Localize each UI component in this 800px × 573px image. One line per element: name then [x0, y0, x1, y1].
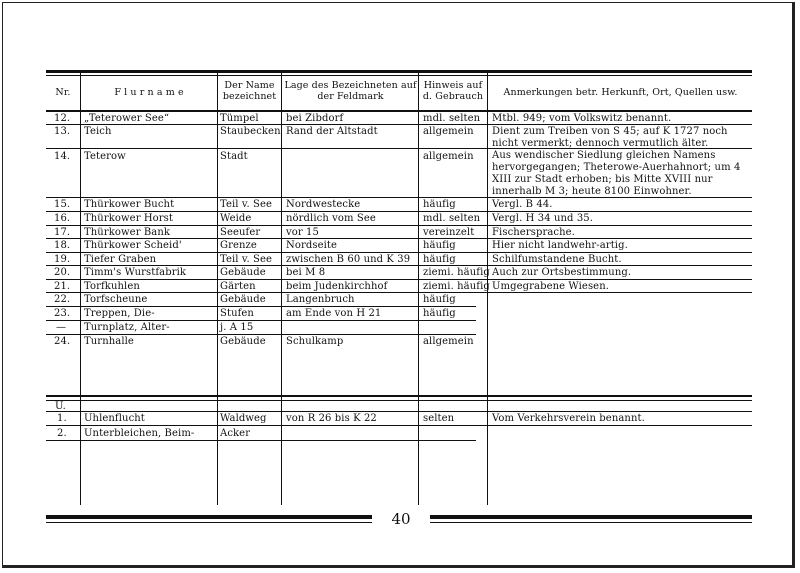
row-hinweis: mdl. selten	[423, 213, 481, 224]
row-nr: 14.	[54, 151, 71, 162]
row-hinweis: häufig	[423, 199, 456, 210]
row-nr: 24.	[54, 336, 71, 347]
row-bezeichnet: Stufen	[220, 308, 254, 319]
section-rule	[46, 395, 752, 397]
row-nr: 16.	[54, 213, 71, 224]
row-flurname: Tiefer Graben	[84, 254, 157, 265]
row-lage: Nordseite	[286, 240, 338, 251]
row-hinweis: häufig	[423, 240, 456, 251]
row-nr: 2.	[57, 428, 67, 439]
row-hinweis: ziemi. häufig	[423, 281, 490, 292]
row-rule	[46, 334, 476, 335]
row-hinweis: ziemi. häufig	[423, 267, 490, 278]
row-anmerkungen: Vergl. B 44.	[492, 199, 553, 210]
page-number: 40	[391, 510, 411, 528]
bottom-bar-right-thin	[430, 522, 752, 523]
row-bezeichnet: Acker	[220, 428, 251, 439]
row-flurname: „Teterower See“	[84, 113, 170, 124]
row-flurname: Thürkower Horst	[84, 213, 174, 224]
row-bezeichnet: Gebäude	[220, 267, 266, 278]
row-bezeichnet: Tümpel	[220, 113, 259, 124]
header-lage: Lage des Bezeichneten auf der Feldmark	[284, 80, 417, 102]
row-anmerkungen: Dient zum Treiben von S 45; auf K 1727 noch nicht vermerkt; dennoch vermutlich älter.	[492, 126, 728, 149]
row-rule	[46, 320, 476, 321]
row-lage: Nordwestecke	[286, 199, 361, 210]
row-flurname: Turnhalle	[84, 336, 134, 347]
col-rule	[217, 73, 218, 505]
row-rule	[46, 292, 752, 293]
row-lage: von R 26 bis K 22	[286, 413, 377, 424]
row-nr: 23.	[54, 308, 71, 319]
row-anmerkungen: Schilfumstandene Bucht.	[492, 254, 622, 265]
row-hinweis: mdl. selten	[423, 113, 481, 124]
row-hinweis: selten	[423, 413, 455, 424]
row-flurname: Torfkuhlen	[84, 281, 140, 292]
row-flurname: Teich	[84, 126, 112, 137]
row-rule	[46, 425, 752, 426]
top-rule-thin	[46, 75, 752, 76]
top-rule	[46, 70, 752, 73]
row-hinweis: allgemein	[423, 126, 474, 137]
row-nr: 19.	[54, 254, 71, 265]
col-rule	[281, 73, 282, 505]
row-nr: 17.	[54, 227, 71, 238]
col-rule	[80, 73, 81, 505]
row-nr: 12.	[54, 113, 71, 124]
row-flurname: Uhlenflucht	[84, 413, 145, 424]
row-bezeichnet: Gebäude	[220, 294, 266, 305]
row-flurname: Unterbleichen, Beim-	[84, 428, 195, 439]
row-flurname: Torfscheune	[84, 294, 148, 305]
row-bezeichnet: Waldweg	[220, 413, 267, 424]
row-bezeichnet: Gebäude	[220, 336, 266, 347]
row-rule	[46, 411, 752, 412]
row-anmerkungen: Vergl. H 34 und 35.	[492, 213, 594, 224]
row-anmerkungen: Mtbl. 949; vom Volkswitz benannt.	[492, 113, 672, 124]
col-rule	[418, 73, 419, 505]
row-anmerkungen: Fischersprache.	[492, 227, 575, 238]
row-lage: Langenbruch	[286, 294, 355, 305]
row-rule	[46, 440, 476, 441]
row-anmerkungen: Vom Verkehrsverein benannt.	[492, 413, 645, 424]
row-bezeichnet: Gärten	[220, 281, 256, 292]
row-hinweis: allgemein	[423, 336, 474, 347]
row-lage: bei Zibdorf	[286, 113, 344, 124]
row-hinweis: allgemein	[423, 151, 474, 162]
row-lage: beim Judenkirchhof	[286, 281, 388, 292]
header-der-name-bezeichnet: Der Name bezeichnet	[222, 80, 277, 102]
bottom-bar-left-thin	[46, 522, 372, 523]
row-lage: zwischen B 60 und K 39	[286, 254, 411, 265]
row-nr: 22.	[54, 294, 71, 305]
header-rule	[46, 110, 752, 112]
header-hinweis: Hinweis auf d. Gebrauch	[422, 80, 484, 102]
row-rule	[46, 306, 476, 307]
row-bezeichnet: Seeufer	[220, 227, 261, 238]
row-anmerkungen: Umgegrabene Wiesen.	[492, 281, 610, 292]
row-rule	[46, 211, 752, 212]
row-bezeichnet: Teil v. See	[220, 199, 272, 210]
row-bezeichnet: Teil v. See	[220, 254, 272, 265]
row-lage: vor 15	[286, 227, 319, 238]
row-lage: bei M 8	[286, 267, 326, 278]
bottom-bar-right	[430, 515, 752, 519]
row-hinweis: vereinzelt	[423, 227, 475, 238]
header-flurname: F l u r n a m e	[114, 87, 184, 98]
row-hinweis: häufig	[423, 308, 456, 319]
row-lage: Schulkamp	[286, 336, 344, 347]
row-lage: am Ende von H 21	[286, 308, 382, 319]
row-anmerkungen: Hier nicht landwehr-artig.	[492, 240, 628, 251]
row-anmerkungen: Aus wendischer Siedlung gleichen Namens hervorgegangen; Theterowe-Auerhahnort; um 4 XIII zur Stadt erhoben; bis Mitte XVIII nur innerhalb M 3; heute 8100 Einwohner.	[492, 150, 741, 197]
row-bezeichnet: Weide	[220, 213, 252, 224]
bottom-bar-left	[46, 515, 372, 519]
row-hinweis: häufig	[423, 294, 456, 305]
row-nr: —	[56, 322, 67, 333]
row-rule	[46, 252, 752, 253]
row-flurname: Thürkower Scheid'	[84, 240, 182, 251]
row-bezeichnet: Staubecken	[220, 126, 281, 137]
row-nr: 20.	[54, 267, 71, 278]
row-lage: nördlich vom See	[286, 213, 376, 224]
header-nr: Nr.	[55, 87, 71, 98]
row-flurname: Thürkower Bucht	[84, 199, 175, 210]
row-flurname: Turnplatz, Alter-	[84, 322, 170, 333]
section-rule-thin	[46, 400, 752, 401]
row-flurname: Timm's Wurstfabrik	[84, 267, 187, 278]
row-nr: 1.	[57, 413, 67, 424]
row-nr: 13.	[54, 126, 71, 137]
row-bezeichnet: j. A 15	[220, 322, 254, 333]
section-letter: U.	[55, 401, 66, 412]
row-flurname: Treppen, Die-	[84, 308, 155, 319]
row-lage: Rand der Altstadt	[286, 126, 378, 137]
row-nr: 18.	[54, 240, 71, 251]
row-flurname: Teterow	[84, 151, 126, 162]
row-rule	[46, 225, 752, 226]
row-rule	[46, 279, 752, 280]
row-flurname: Thürkower Bank	[84, 227, 171, 238]
row-nr: 15.	[54, 199, 71, 210]
header-anmerkungen: Anmerkungen betr. Herkunft, Ort, Quellen usw.	[503, 87, 738, 98]
row-bezeichnet: Stadt	[220, 151, 248, 162]
row-anmerkungen: Auch zur Ortsbestimmung.	[492, 267, 632, 278]
row-nr: 21.	[54, 281, 71, 292]
row-bezeichnet: Grenze	[220, 240, 257, 251]
row-hinweis: häufig	[423, 254, 456, 265]
